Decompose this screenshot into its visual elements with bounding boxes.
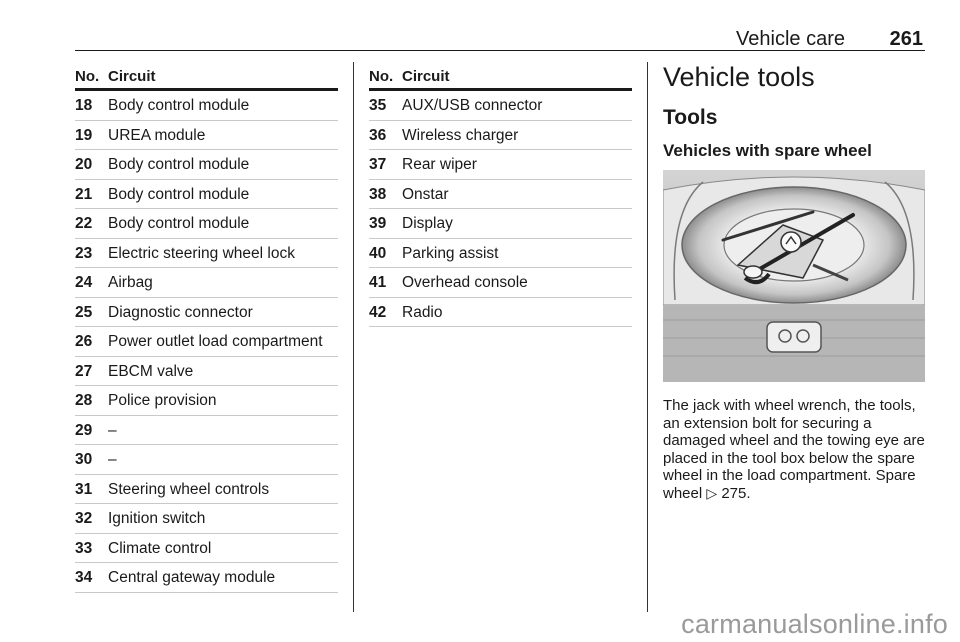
circuit-name: Wireless charger (402, 126, 519, 144)
fuse-number: 42 (369, 303, 387, 321)
circuit-name: Onstar (402, 185, 449, 203)
fuse-number: 33 (75, 539, 93, 557)
table-header (75, 62, 338, 91)
fuse-number: 25 (75, 303, 93, 321)
table-row (75, 327, 338, 357)
table-row (75, 475, 338, 505)
circuit-name: Climate control (108, 539, 212, 557)
table-row (369, 268, 632, 298)
fuse-number: 23 (75, 244, 93, 262)
page-number: 261 (889, 28, 923, 50)
circuit-name: – (108, 421, 117, 439)
fuse-table-left (75, 62, 338, 593)
table-row (75, 386, 338, 416)
table-row (75, 91, 338, 121)
fuse-number: 32 (75, 510, 93, 527)
table-header (369, 62, 632, 91)
table-row (75, 180, 338, 210)
circuit-name: – (108, 451, 117, 468)
table-row (369, 239, 632, 269)
fuse-number: 41 (369, 274, 387, 291)
column-header-no: No. (369, 68, 394, 85)
spare-wheel-tools-illustration (663, 170, 925, 382)
table-rows (369, 91, 632, 327)
section-title: Vehicle care (736, 28, 845, 50)
circuit-name: Body control module (108, 185, 250, 203)
table-row (369, 121, 632, 151)
fuse-number: 18 (75, 97, 93, 114)
table-row (369, 150, 632, 180)
table-row (75, 563, 338, 593)
fuse-number: 40 (369, 244, 387, 262)
subsubsection-heading: Vehicles with spare wheel (663, 141, 872, 160)
table-row (75, 357, 338, 387)
table-row (75, 534, 338, 564)
circuit-name: Ignition switch (108, 510, 206, 527)
table-row (75, 121, 338, 151)
fuse-number: 34 (75, 569, 93, 586)
circuit-name: Diagnostic connector (108, 303, 253, 321)
circuit-name: Steering wheel controls (108, 480, 270, 498)
column-header-no: No. (75, 68, 100, 85)
circuit-name: Body control module (108, 156, 250, 173)
table-row (75, 416, 338, 446)
page-reference: 275. (721, 484, 751, 502)
circuit-name: Body control module (108, 97, 250, 114)
circuit-name: Overhead console (402, 274, 528, 291)
column-header-circuit: Circuit (108, 68, 156, 85)
fuse-number: 35 (369, 97, 387, 114)
body-paragraph (663, 397, 928, 502)
table-row (75, 150, 338, 180)
circuit-name: Airbag (108, 274, 153, 291)
subsection-heading: Tools (663, 106, 718, 129)
table-row (75, 239, 338, 269)
fuse-number: 20 (75, 156, 93, 173)
fuse-table-middle (369, 62, 632, 327)
circuit-name: Central gateway module (108, 569, 276, 586)
circuit-name: EBCM valve (108, 362, 194, 380)
page-reference-arrow-icon: ▷ (706, 484, 718, 501)
table-row (75, 209, 338, 239)
fuse-number: 27 (75, 362, 93, 380)
circuit-name: Police provision (108, 392, 217, 409)
fuse-number: 37 (369, 156, 387, 173)
fuse-number: 30 (75, 451, 93, 468)
circuit-name: Rear wiper (402, 156, 477, 173)
circuit-name: Display (402, 215, 453, 232)
table-row (369, 91, 632, 121)
watermark: carmanualsonline.info (681, 609, 948, 639)
table-row (75, 445, 338, 475)
table-row (75, 298, 338, 328)
table-row (369, 298, 632, 328)
column-divider (647, 62, 648, 612)
table-row (369, 180, 632, 210)
body-text: The jack with wheel wrench, the tools, an extension bolt for securing a damaged wheel and the towing eye are placed in the tool box below the spare wheel in the load compartment. Spare wheel (663, 397, 925, 502)
page-header (75, 26, 925, 51)
fuse-number: 24 (75, 274, 93, 291)
circuit-name: Power outlet load compartment (108, 333, 323, 350)
fuse-number: 22 (75, 215, 93, 232)
table-rows (75, 91, 338, 593)
section-heading: Vehicle tools (663, 62, 815, 92)
fuse-number: 36 (369, 126, 387, 144)
fuse-number: 28 (75, 392, 93, 409)
circuit-name: Radio (402, 303, 443, 321)
fuse-number: 26 (75, 333, 93, 350)
table-row (75, 268, 338, 298)
fuse-number: 19 (75, 126, 93, 144)
circuit-name: Body control module (108, 215, 250, 232)
circuit-name: AUX/USB connector (402, 97, 543, 114)
fuse-number: 39 (369, 215, 387, 232)
circuit-name: Electric steering wheel lock (108, 244, 295, 262)
circuit-name: UREA module (108, 126, 206, 144)
column-divider (353, 62, 354, 612)
fuse-number: 38 (369, 185, 387, 203)
table-row (75, 504, 338, 534)
circuit-name: Parking assist (402, 244, 499, 262)
table-row (369, 209, 632, 239)
fuse-number: 29 (75, 421, 93, 439)
fuse-number: 21 (75, 185, 93, 203)
fuse-number: 31 (75, 480, 93, 498)
column-header-circuit: Circuit (402, 68, 450, 85)
